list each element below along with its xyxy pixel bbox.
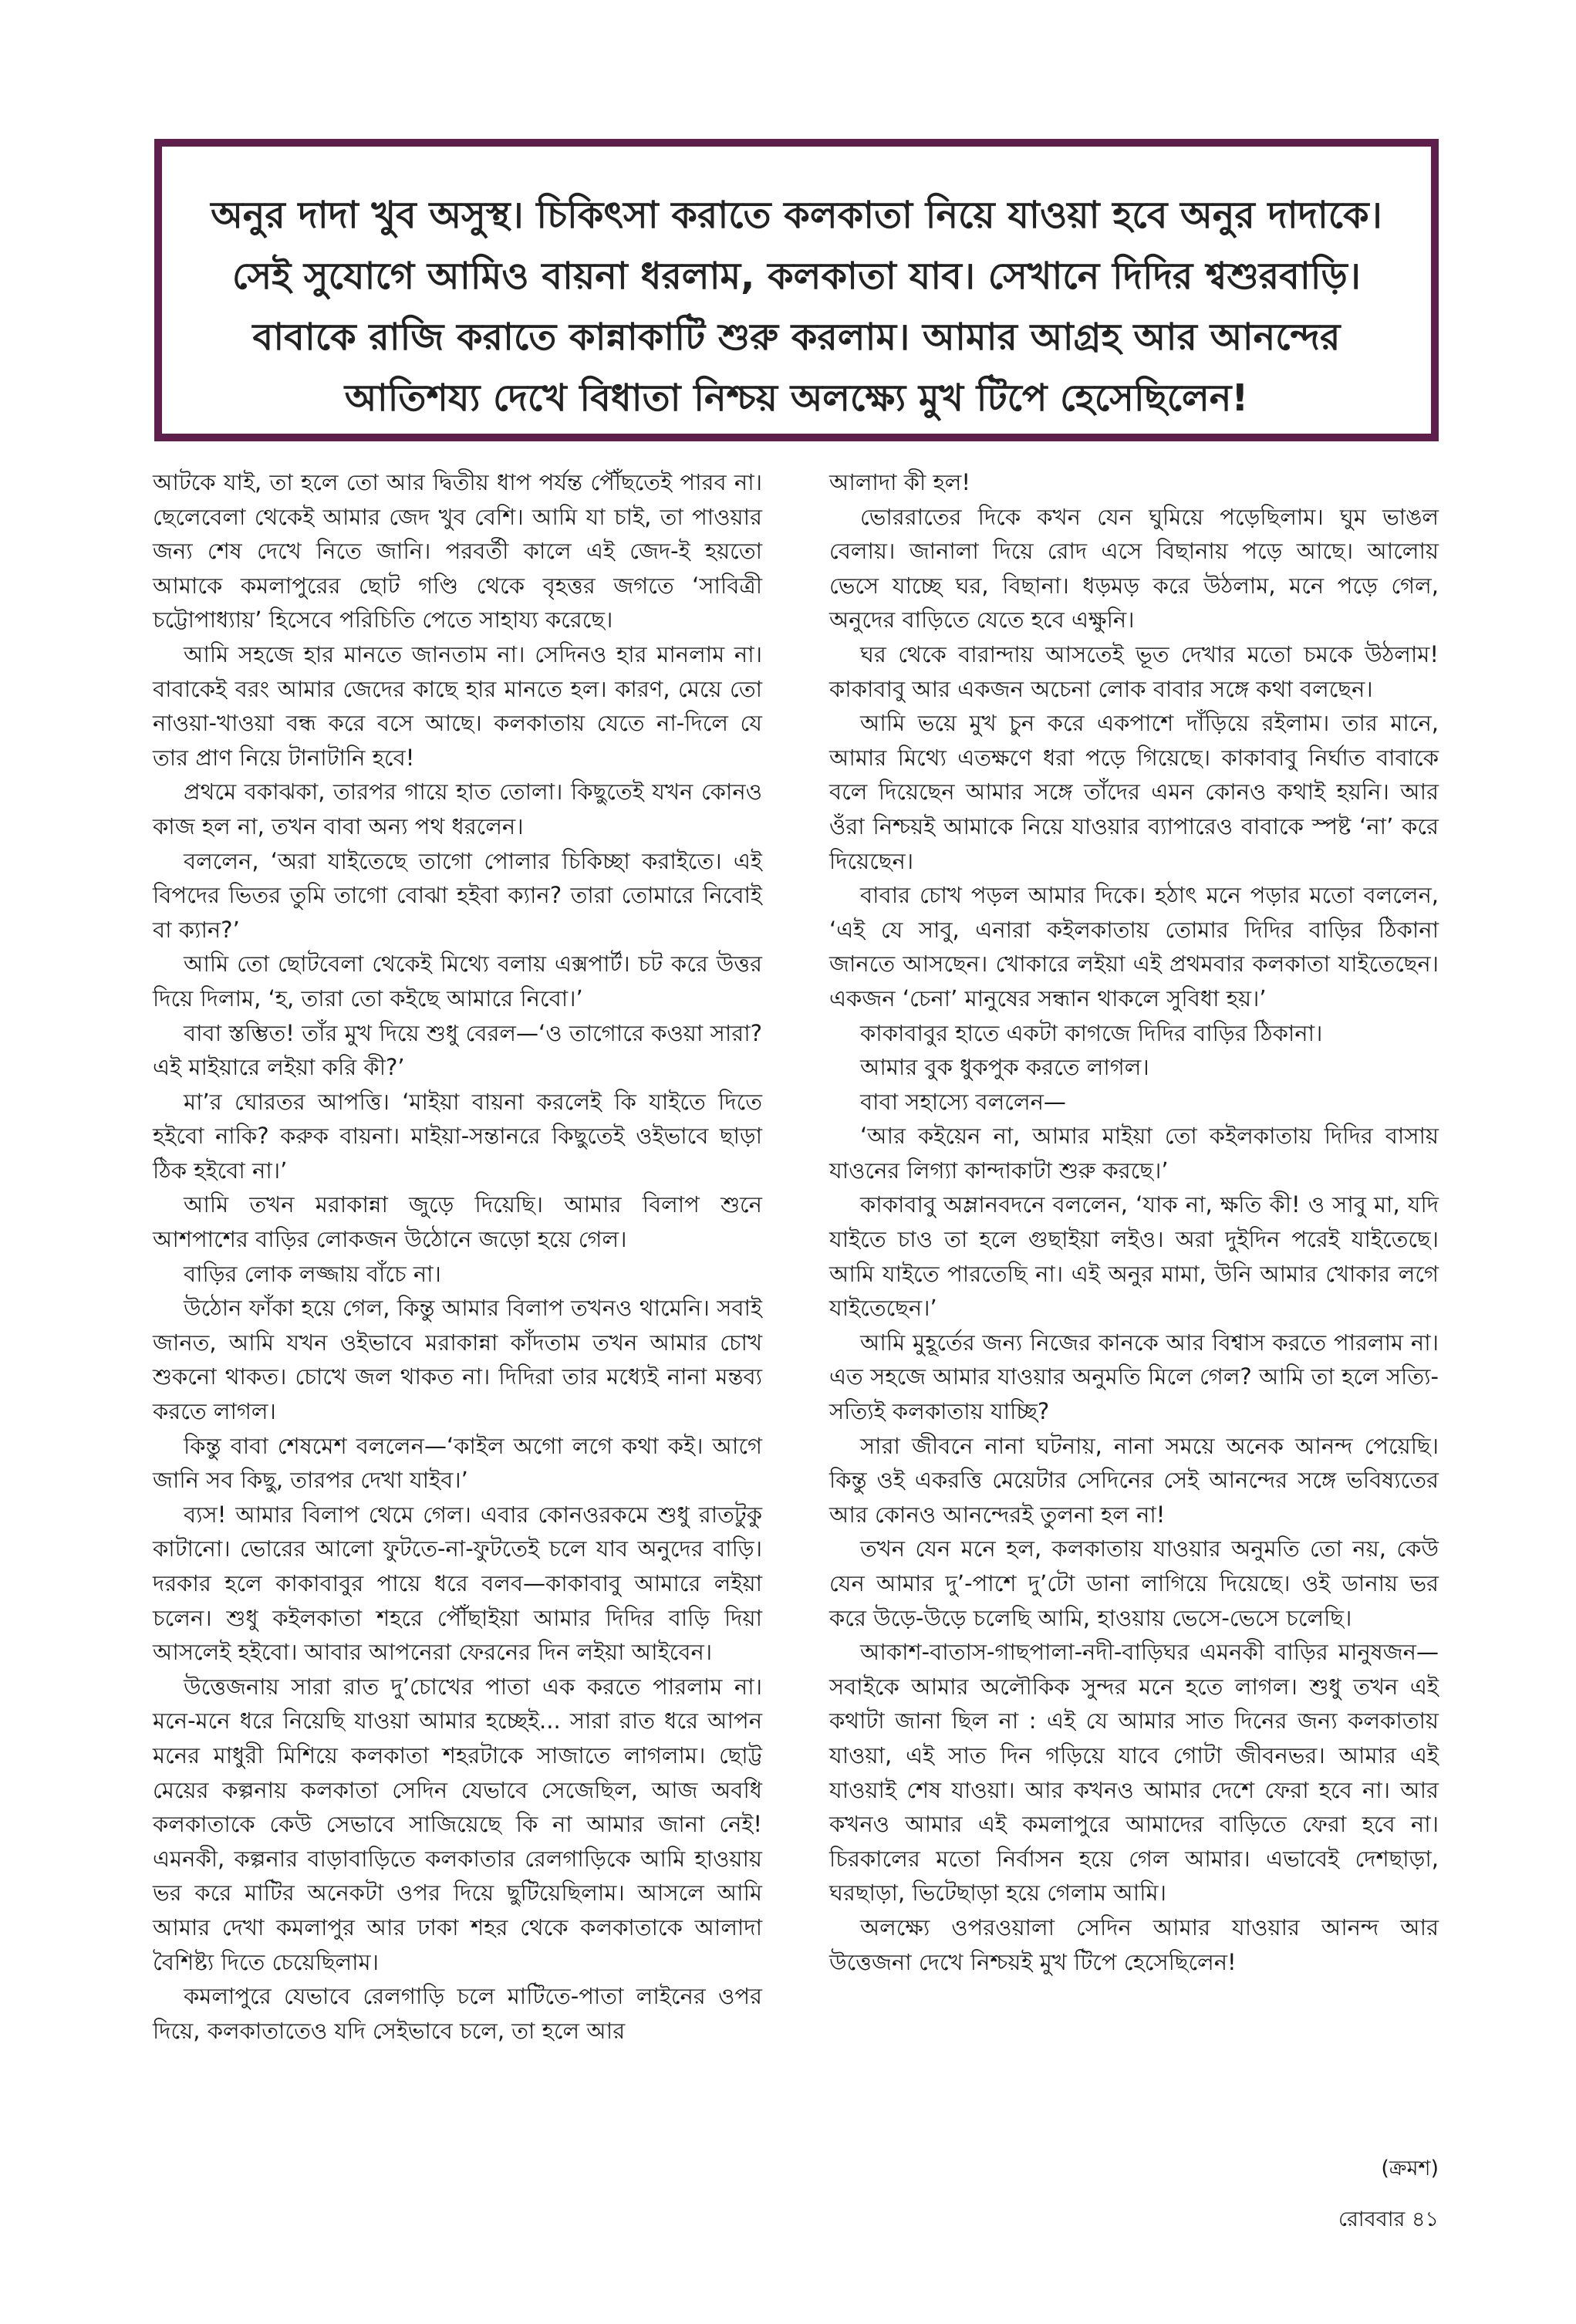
paragraph: আমি তখন মরাকান্না জুড়ে দিয়েছি। আমার বিলাপ শুনে আশপাশের বাড়ির লোকজন উঠোনে জড়ো হয়ে গেল। [153, 1191, 762, 1253]
pullquote-text: অনুর দাদা খুব অসুস্থ। চিকিৎসা করাতে কলকাতা নিয়ে যাওয়া হবে অনুর দাদাকে। সেই সুযোগে আমিও বায়না ধরলাম, কলকাতা যাব। সেখানে দিদির শ্বশুরবাড়ি। বাবাকে রাজি করাতে কান্নাকাটি শুরু করলাম। আমার আগ্রহ আর আনন্দের আতিশয্য দেখে বিধাতা নিশ্চয় অলক্ষ্যে মুখ টিপে হেসেছিলেন! [162, 147, 1431, 434]
paragraph: আমি ভয়ে মুখ চুন করে একপাশে দাঁড়িয়ে রইলাম। তার মানে, আমার মিথ্যে এতক্ষণে ধরা পড়ে গিয়েছে। কাকাবাবু নির্ঘাত বাবাকে বলে দিয়েছেন আমার সঙ্গে তাঁদের এমন কোনও কথাই হয়নি। আর ওঁরা নিশ্চয়ই আমাকে নিয়ে যাওয়ার ব্যাপারেও বাবাকে স্পষ্ট ‘না’ করে দিয়েছেন। [829, 710, 1439, 874]
paragraph: বাবার চোখ পড়ল আমার দিকে। হঠাৎ মনে পড়ার মতো বললেন, ‘এই যে সাবু, এনারা কইলকাতায় তোমার দিদির বাড়ির ঠিকানা জানতে আসছেন। খোকারে লইয়া এই প্রথমবার কলকাতা যাইতেছেন। একজন ‘চেনা’ মানুষের সন্ধান থাকলে সুবিধা হয়।’ [829, 882, 1439, 1012]
paragraph: ব্যস! আমার বিলাপ থেমে গেল। এবার কোনওরকমে শুধু রাতটুকু কাটানো। ভোরের আলো ফুটতে-না-ফুটতেই চলে যাব অনুদের বাড়ি। দরকার হলে কাকাবাবুর পায়ে ধরে বলব—কাকাবাবু আমারে লইয়া চলেন। শুধু কইলকাতা শহরে পৌঁছাইয়া আমার দিদির বাড়ি দিয়া আসলেই হইবো। আবার আপনেরা ফেরনের দিন লইয়া আইবেন। [153, 1501, 762, 1666]
paragraph: আমি সহজে হার মানতে জানতাম না। সেদিনও হার মানলাম না। বাবাকেই বরং আমার জেদের কাছে হার মানতে হল। কারণ, মেয়ে তো নাওয়া-খাওয়া বন্ধ করে বসে আছে। কলকাতায় যেতে না-দিলে যে তার প্রাণ নিয়ে টানাটানি হবে! [153, 640, 762, 771]
paragraph: উঠোন ফাঁকা হয়ে গেল, কিন্তু আমার বিলাপ তখনও থামেনি। সবাই জানত, আমি যখন ওইভাবে মরাকান্না কাঁদতাম তখন আমার চোখ শুকনো থাকত। চোখে জল থাকত না। দিদিরা তার মধ্যেই নানা মন্তব্য করতে লাগল। [153, 1295, 762, 1425]
paragraph: কাকাবাবু অম্লানবদনে বললেন, ‘যাক না, ক্ষতি কী! ও সাবু মা, যদি যাইতে চাও তা হলে গুছাইয়া লইও। অরা দুইদিন পরেই যাইতেছে। আমি যাইতে পারতেছি না। এই অনুর মামা, উনি আমার খোকার লগে যাইতেছেন।’ [829, 1191, 1439, 1322]
paragraph: আমি তো ছোটবেলা থেকেই মিথ্যে বলায় এক্সপার্ট। চট করে উত্তর দিয়ে দিলাম, ‘হ, তারা তো কইছে আমারে নিবো।’ [153, 951, 762, 1012]
paragraph: আমি মুহূর্তের জন্য নিজের কানকে আর বিশ্বাস করতে পারলাম না। এত সহজে আমার যাওয়ার অনুমতি মিলে গেল? আমি তা হলে সত্যি-সত্যিই কলকাতায় যাচ্ছি? [829, 1329, 1439, 1425]
paragraph: তখন যেন মনে হল, কলকাতায় যাওয়ার অনুমতি তো নয়, কেউ যেন আমার দু’-পাশে দু’টো ডানা লাগিয়ে দিয়েছে। ওই ডানায় ভর করে উড়ে-উড়ে চলেছি আমি, হাওয়ায় ভেসে-ভেসে চলেছি। [829, 1535, 1439, 1631]
paragraph: সারা জীবনে নানা ঘটনায়, নানা সময়ে অনেক আনন্দ পেয়েছি। কিন্তু ওই একরত্তি মেয়েটার সেদিনের সেই আনন্দের সঙ্গে ভবিষ্যতের আর কোনও আনন্দেরই তুলনা হল না! [829, 1432, 1439, 1528]
paragraph: আমার বুক ধুকপুক করতে লাগল। [860, 1054, 1149, 1081]
paragraph: ভোররাতের দিকে কখন যেন ঘুমিয়ে পড়েছিলাম। ঘুম ভাঙল বেলায়। জানালা দিয়ে রোদ এসে বিছানায় পড়ে আছে। আলোয় ভেসে যাচ্ছে ঘর, বিছানা। ধড়মড় করে উঠলাম, মনে পড়ে গেল, অনুদের বাড়িতে যেতে হবে এক্ষুনি। [829, 503, 1439, 633]
paragraph: আটকে যাই, তা হলে তো আর দ্বিতীয় ধাপ পর্যন্ত পৌঁছতেই পারব না। ছেলেবেলা থেকেই আমার জেদ খুব বেশি। আমি যা চাই, তা পাওয়ার জন্য শেষ দেখে নিতে জানি। পরবর্তী কালে এই জেদ-ই হয়তো আমাকে কমলাপুরের ছোট গণ্ডি থেকে বৃহত্তর জগতে ‘সাবিত্রী চট্টোপাধ্যায়’ হিসেবে পরিচিতি পেতে সাহায্য করেছে। [153, 469, 762, 633]
paragraph: বাবা সহাস্যে বললেন— [860, 1088, 1066, 1115]
paragraph: বাবা স্তম্ভিত! তাঁর মুখ দিয়ে শুধু বেরল—‘ও তাগোরে কওয়া সারা? এই মাইয়ারে লইয়া করি কী?’ [153, 1019, 762, 1081]
paragraph: ‘আর কইয়েন না, আমার মাইয়া তো কইলকাতায় দিদির বাসায় যাওনের লিগ্যা কান্দাকাটা শুরু করছে।’ [829, 1123, 1439, 1184]
paragraph: কাকাবাবুর হাতে একটা কাগজে দিদির বাড়ির ঠিকানা। [860, 1019, 1323, 1046]
left-column [153, 465, 762, 2048]
paragraph: বাড়ির লোক লজ্জায় বাঁচে না। [184, 1260, 441, 1287]
paragraph: প্রথমে বকাঝকা, তারপর গায়ে হাত তোলা। কিছুতেই যখন কোনও কাজ হল না, তখন বাবা অন্য পথ ধরলেন। [153, 779, 762, 839]
paragraph: উত্তেজনায় সারা রাত দু’চোখের পাতা এক করতে পারলাম না। মনে-মনে ধরে নিয়েছি যাওয়া আমার হচ্ছেই... সারা রাত ধরে আপন মনের মাধুরী মিশিয়ে কলকাতা শহরটাকে সাজাতে লাগলাম। ছোট্ট মেয়ের কল্পনায় কলকাতা সেদিন যেভাবে সেজেছিল, আজ অবধি কলকাতাকে কেউ সেভাবে সাজিয়েছে কি না আমার জানা নেই! এমনকী, কল্পনার বাড়াবাড়িতে কলকাতার রেলগাড়িকে আমি হাওয়ায় ভর করে মাটির অনেকটা ওপর দিয়ে ছুটিয়েছিলাম। আসলে আমি আমার দেখা কমলাপুর আর ঢাকা শহর থেকে কলকাতাকে আলাদা বৈশিষ্ট্য দিতে চেয়েছিলাম। [153, 1673, 762, 1975]
paragraph: বললেন, ‘অরা যাইতেছে তাগো পোলার চিকিচ্ছা করাইতে। এই বিপদের ভিতর তুমি তাগো বোঝা হইবা ক্যান? তারা তোমারে নিবোই বা ক্যান?’ [153, 847, 762, 943]
paragraph: কিন্তু বাবা শেষমেশ বললেন—‘কাইল অগো লগে কথা কই। আগে জানি সব কিছু, তারপর দেখা যাইব।’ [153, 1432, 762, 1494]
paragraph: আকাশ-বাতাস-গাছপালা-নদী-বাড়িঘর এমনকী বাড়ির মানুষজন—সবাইকে আমার অলৌকিক সুন্দর মনে হতে লাগল। শুধু তখন এই কথাটা জানা ছিল না : এই যে আমার সাত দিনের জন্য কলকাতায় যাওয়া, এই সাত দিন গড়িয়ে যাবে গোটা জীবনভর। আমার এই যাওয়াই শেষ যাওয়া। আর কখনও আমার দেশে ফেরা হবে না। আর কখনও আমার এই কমলাপুরে আমাদের বাড়িতে ফেরা হবে না। চিরকালের মতো নির্বাসন হয়ে গেল আমার। এভাবেই দেশছাড়া, ঘরছাড়া, ভিটেছাড়া হয়ে গেলাম আমি। [829, 1639, 1439, 1907]
paragraph: আলাদা কী হল! [829, 469, 970, 495]
continued-label: (ক্রমশ) [1381, 2157, 1439, 2180]
page-footer: রোববার ৪১ [1338, 2207, 1439, 2231]
paragraph: অলক্ষ্যে ওপরওয়ালা সেদিন আমার যাওয়ার আনন্দ আর উত্তেজনা দেখে নিশ্চয়ই মুখ টিপে হেসেছিলেন! [829, 1914, 1439, 1975]
right-column [829, 465, 1439, 1979]
paragraph: কমলাপুরে যেভাবে রেলগাড়ি চলে মাটিতে-পাতা লাইনের ওপর দিয়ে, কলকাতাতেও যদি সেইভাবে চলে, তা হলে আর [153, 1983, 762, 2044]
paragraph: ঘর থেকে বারান্দায় আসতেই ভূত দেখার মতো চমকে উঠলাম! কাকাবাবু আর একজন অচেনা লোক বাবার সঙ্গে কথা বলছেন। [829, 640, 1439, 702]
paragraph: মা’র ঘোরতর আপত্তি। ‘মাইয়া বায়না করলেই কি যাইতে দিতে হইবো নাকি? করুক বায়না। মাইয়া-সন্তানরে কিছুতেই ওইভাবে ছাড়া ঠিক হইবো না।’ [153, 1088, 762, 1184]
pullquote-box [154, 139, 1439, 441]
